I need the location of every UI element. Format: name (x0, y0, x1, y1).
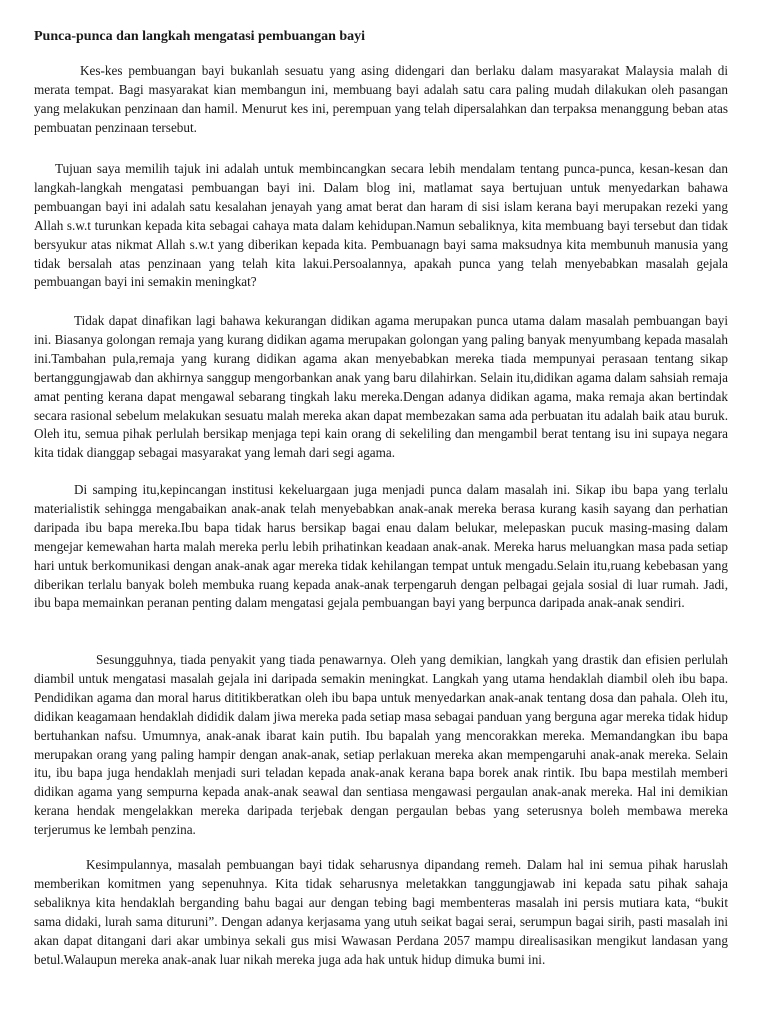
paragraph-introduction: Kes-kes pembuangan bayi bukanlah sesuatu yang asing didengari dan berlaku dalam masyarakat Malaysia malah di merata tempat. Bagi masyarakat kian membangun ini, membuang bayi adalah satu cara paling mudah dilakukan oleh pasangan yang melakukan penzinaan dan hamil. Menurut kes ini, perempuan yang telah dipersalahkan dan terpaksa menanggung beban atas pembuatan penzinaan tersebut. (34, 63, 728, 135)
document-title: Punca-punca dan langkah mengatasi pembuangan bayi (34, 29, 366, 44)
paragraph-family-institution: Di samping itu,kepincangan institusi kekeluargaan juga menjadi punca dalam masalah ini. Sikap ibu bapa yang terlalu materialistik sehingga mengabaikan anak-anak telah menyebabkan anak-anak mereka berasa kurang kasih sayang dan perhatian daripada ibu bapa mereka.Ibu bapa tidak harus bersikap bagai enau dalam belukar, melepaskan pucuk masing-masing dalam mengejar kemewahan harta malah mereka perlu lebih prihatinkan keadaan anak-anak. Mereka harus meluangkan masa pada setiap hari untuk berkomunikasi dengan anak-anak agar mereka tidak kehilangan tempat untuk mengadu.Selain itu,ruang kebebasan yang diberikan terlalu banyak boleh membuka ruang kepada anak-anak terpengaruh dengan pelbagai gejala sosial di luar rumah. Jadi, ibu bapa memainkan peranan penting dalam mengatasi gejala pembuangan bayi yang berpunca daripada anak-anak sendiri. (34, 482, 728, 611)
paragraph-religious-education: Tidak dapat dinafikan lagi bahawa kekurangan didikan agama merupakan punca utama dalam masalah pembuangan bayi ini. Biasanya golongan remaja yang kurang didikan agama merupakan golongan yang paling banyak menyumbang kepada masalah ini.Tambahan pula,remaja yang kurang didikan agama akan menyebabkan mereka tiada mempunyai perasaan tentang sikap bertanggungjawab dan akhirnya sanggup mengorbankan anak yang baru dilahirkan. Selain itu,didikan agama dalam sahsiah remaja amat penting kerana dapat mengawal sebarang tingkah laku mereka.Dengan adanya didikan agama, maka remaja akan bertindak secara rasional sebelum melakukan sesuatu malah mereka akan dapat membezakan sama ada perbuatan itu adalah baik atau buruk. Oleh itu, semua pihak perlulah bersikap menjaga tepi kain orang di sekeliling dan mengambil berat tentang isu ini supaya negara kita tidak dianggap sebagai masyarakat yang lemah dari segi agama. (34, 313, 728, 461)
paragraph-purpose: Tujuan saya memilih tajuk ini adalah untuk membincangkan secara lebih mendalam tentang punca-punca, kesan-kesan dan langkah-langkah mengatasi pembuangan bayi ini. Dalam blog ini, matlamat saya bertujuan untuk menyedarkan bahawa pembuangan bayi ini adalah satu kesalahan jenayah yang amat berat dan haram di sisi islam kerana bayi merupakan rezeki yang Allah s.w.t turunkan kepada kita sebagai cahaya mata dalam kehidupan.Namun sebaliknya, kita membuang bayi tersebut dan tidak bersyukur atas nikmat Allah s.w.t yang diberikan kepada kita. Pembuanagn bayi sama maksudnya kita membunuh manusia yang tidak bersalah atas penzinaan yang telah kita lakui.Persoalannya, apakah punca yang telah menyebabkan masalah gejala pembuangan bayi ini semakin meningkat? (34, 161, 728, 290)
paragraph-conclusion: Kesimpulannya, masalah pembuangan bayi tidak seharusnya dipandang remeh. Dalam hal ini semua pihak haruslah memberikan komitmen yang sepenuhnya. Kita tidak seharusnya meletakkan tanggungjawab ini kepada satu pihak sahaja sebaliknya kita hendaklah berganding bahu bagai aur dengan tebing bagi membenteras masalah ini persis mutiara kata, “bukit sama didaki, lurah sama dituruni”. Dengan adanya kerjasama yang utuh seikat bagai serai, serumpun bagai sirih, pasti masalah ini akan dapat ditangani dari akar umbinya sekali gus misi Wawasan Perdana 2057 mampu direalisasikan mengikut landasan yang betul.Walaupun mereka anak-anak luar nikah mereka juga ada hak untuk hidup dimuka bumi ini. (34, 857, 728, 967)
paragraph-solutions: Sesungguhnya, tiada penyakit yang tiada penawarnya. Oleh yang demikian, langkah yang drastik dan efisien perlulah diambil untuk mengatasi masalah gejala ini daripada semakin meningkat. Langkah yang utama hendaklah diambil oleh ibu bapa. Pendidikan agama dan moral harus dititikberatkan oleh ibu bapa untuk menyedarkan anak-anak tentang dosa dan pahala. Oleh itu, didikan keagamaan hendaklah dididik dalam jiwa mereka pada setiap masa sebagai panduan yang berguna agar mereka tidak hidup bertuhankan nafsu. Umumnya, anak-anak ibarat kain putih. Ibu bapalah yang mencorakkan mereka. Memandangkan ibu bapa merupakan orang yang paling hampir dengan anak-anak, setiap perlakuan mereka akan mempengaruhi anak-anak mereka. Selain itu, ibu bapa juga hendaklah menjadi suri teladan kepada anak-anak kerana bapa borek anak rintik. Ibu bapa mestilah memberi didikan agama yang sempurna kepada anak-anak seawal dan sentiasa mengawasi pergaulan anak-anak mereka. Hal ini demikian kerana hendak mengelakkan mereka daripada terjebak dengan pergaulan bebas yang seterusnya boleh membawa mereka terjerumus ke lembah penzina. (34, 652, 728, 838)
